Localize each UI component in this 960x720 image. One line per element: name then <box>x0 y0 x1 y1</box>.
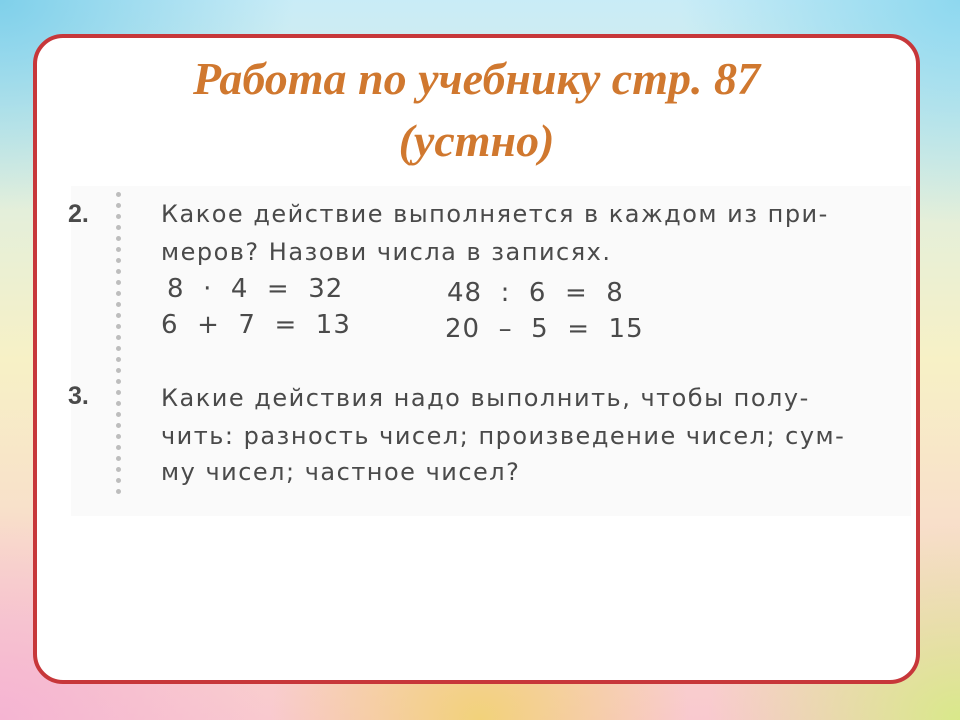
binding-dot <box>116 401 121 406</box>
binding-dot <box>116 379 121 384</box>
task-3-line-2: чить: разность чисел; произведение чисел; сум- <box>161 422 846 450</box>
title-line-1: Работа по учебнику стр. 87 <box>193 53 760 104</box>
task-3-line-3: му чисел; частное чисел? <box>161 458 521 486</box>
binding-dot <box>116 269 121 274</box>
task-2-line-2: меров? Назови числа в записях. <box>161 238 612 266</box>
binding-dot <box>116 192 121 197</box>
binding-dot <box>116 423 121 428</box>
binding-dots <box>116 186 124 516</box>
binding-dot <box>116 313 121 318</box>
binding-dot <box>116 478 121 483</box>
task-3-number: 3. <box>68 382 89 410</box>
binding-dot <box>116 357 121 362</box>
binding-dot <box>116 456 121 461</box>
equation-subtract: 20 – 5 = 15 <box>445 314 644 344</box>
binding-dot <box>116 324 121 329</box>
binding-dot <box>116 489 121 494</box>
binding-dot <box>116 346 121 351</box>
slide-title <box>37 48 916 172</box>
binding-dot <box>116 258 121 263</box>
task-2-line-1: Какое действие выполняется в каждом из при- <box>161 200 829 228</box>
binding-dot <box>116 434 121 439</box>
binding-dot <box>116 335 121 340</box>
textbook-scan <box>68 186 911 516</box>
binding-dot <box>116 467 121 472</box>
binding-dot <box>116 247 121 252</box>
binding-dot <box>116 445 121 450</box>
slide-card <box>33 34 920 684</box>
equation-divide: 48 : 6 = 8 <box>447 278 624 308</box>
task-3-line-1: Какие действия надо выполнить, чтобы полу- <box>161 384 810 412</box>
task-2-number: 2. <box>68 200 89 228</box>
binding-dot <box>116 412 121 417</box>
binding-dot <box>116 291 121 296</box>
binding-dot <box>116 236 121 241</box>
binding-dot <box>116 225 121 230</box>
binding-dot <box>116 203 121 208</box>
binding-dot <box>116 302 121 307</box>
binding-dot <box>116 214 121 219</box>
title-line-2: (устно) <box>398 115 555 166</box>
binding-dot <box>116 368 121 373</box>
binding-dot <box>116 390 121 395</box>
binding-dot <box>116 280 121 285</box>
equation-multiply: 8 · 4 = 32 <box>167 274 344 304</box>
equation-add: 6 + 7 = 13 <box>161 310 351 340</box>
